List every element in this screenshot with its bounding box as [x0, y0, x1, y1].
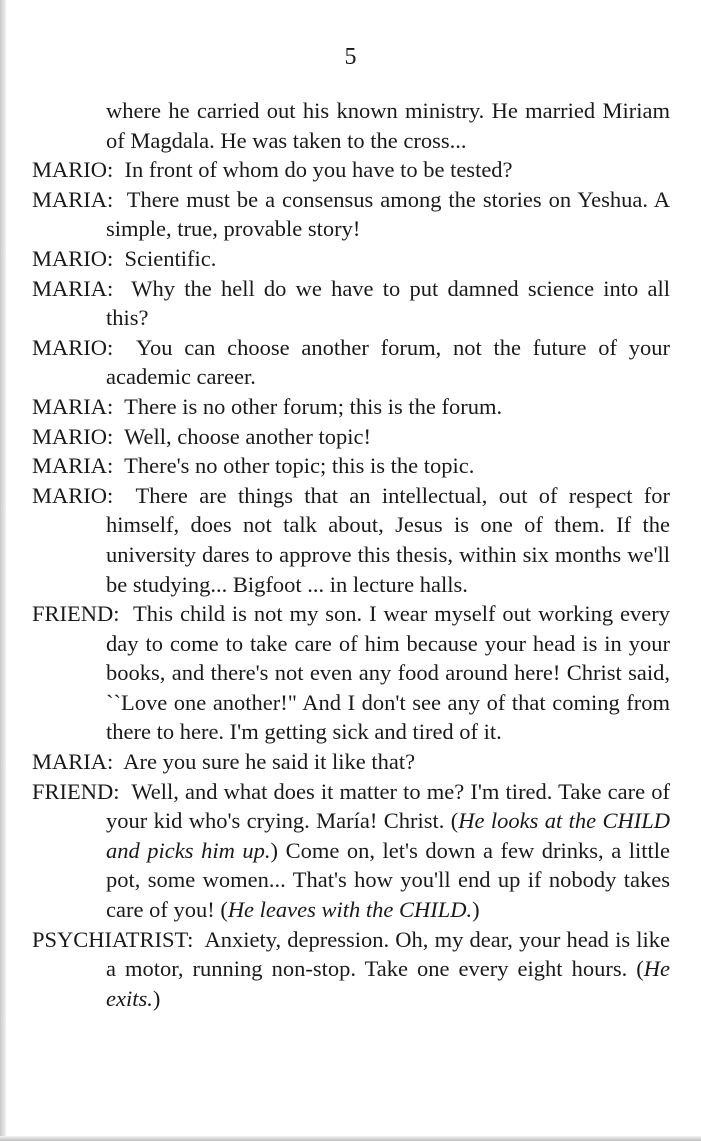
dialogue-line [32, 481, 670, 599]
speech-text: There's no other topic; this is the topic. [124, 453, 475, 479]
speech-text: There is no other forum; this is the forum. [124, 393, 503, 419]
dialogue-line [32, 747, 670, 777]
speech-text: This child is not my son. I wear myself out working every day to come to take care of him because your head is in your books, and there's not even any food around here! Christ said, ``Love one another!" And I don't see any of that coming from there to here. I'm getting sick and tired of it. [106, 601, 670, 745]
dialogue-line [32, 599, 670, 747]
dialogue-line [32, 244, 670, 274]
dialogue-line [32, 925, 670, 1014]
speech-text: You can choose another forum, not the future of your academic career. [106, 334, 670, 390]
page-number: 5 [344, 44, 357, 70]
page-spine-shadow [0, 0, 6, 1141]
speaker-name: MARIA: [32, 186, 114, 212]
speech-text: Scientific. [124, 245, 217, 271]
stage-direction: He exits. [106, 956, 670, 1011]
dialogue-line [32, 274, 670, 333]
speaker-name: MARIO: [32, 482, 114, 508]
page-bottom-edge [0, 1136, 701, 1141]
dialogue-line [32, 333, 670, 392]
speech-text: There are things that an intellectual, out of respect for himself, does not talk about, Jesus is one of them. If the university dares to approve this thesis, within six months we'll be studying... Bigfoot ... in lecture halls. [106, 482, 671, 597]
stage-direction: He looks at the CHILD and picks him up. [106, 808, 670, 863]
speech-text: Anxiety, depression. Oh, my dear, your head is like a motor, running non-stop. Take one every eight hours. ( [106, 926, 670, 982]
speech-text: There must be a consensus among the stories on Yeshua. A simple, true, provable story! [106, 186, 671, 242]
speaker-name: MARIA: [32, 749, 114, 775]
dialogue-line [32, 155, 670, 185]
speech-text: where he carried out his known ministry. He married Miriam of Magdala. He was taken to the cross... [106, 98, 670, 153]
dialogue-line [32, 777, 670, 925]
speech-text: ) Come on, let's down a few drinks, a little pot, some women... That's how you'll end up if nobody takes care of you! ( [106, 837, 671, 923]
dialogue-line [32, 185, 670, 244]
script-text [32, 96, 670, 1013]
stage-direction: He leaves with the CHILD. [227, 897, 473, 923]
speech-text: ) [152, 985, 161, 1011]
dialogue-line [32, 422, 670, 452]
speaker-name: FRIEND: [32, 601, 120, 627]
speaker-name: PSYCHIATRIST: [32, 926, 194, 952]
speaker-name: MARIO: [32, 334, 114, 360]
speech-text: In front of whom do you have to be tested? [124, 157, 513, 183]
speech-text: Are you sure he said it like that? [123, 749, 416, 775]
speech-text: Why the hell do we have to put damned science into all this? [106, 275, 671, 331]
speaker-name: MARIA: [32, 275, 114, 301]
speaker-name: MARIA: [32, 453, 114, 479]
dialogue-line [32, 392, 670, 422]
speaker-name: MARIO: [32, 245, 114, 271]
speaker-name: MARIA: [32, 393, 114, 419]
speaker-name: FRIEND: [32, 778, 120, 804]
speaker-name: MARIO: [32, 423, 114, 449]
speech-text: Well, choose another topic! [124, 423, 371, 449]
speaker-name: MARIO: [32, 157, 114, 183]
speech-text: ) [472, 897, 480, 923]
speech-text: Well, and what does it matter to me? I'm tired. Take care of your kid who's crying. María! Christ. ( [106, 778, 670, 834]
continued-line [32, 96, 670, 155]
dialogue-line [32, 451, 670, 481]
